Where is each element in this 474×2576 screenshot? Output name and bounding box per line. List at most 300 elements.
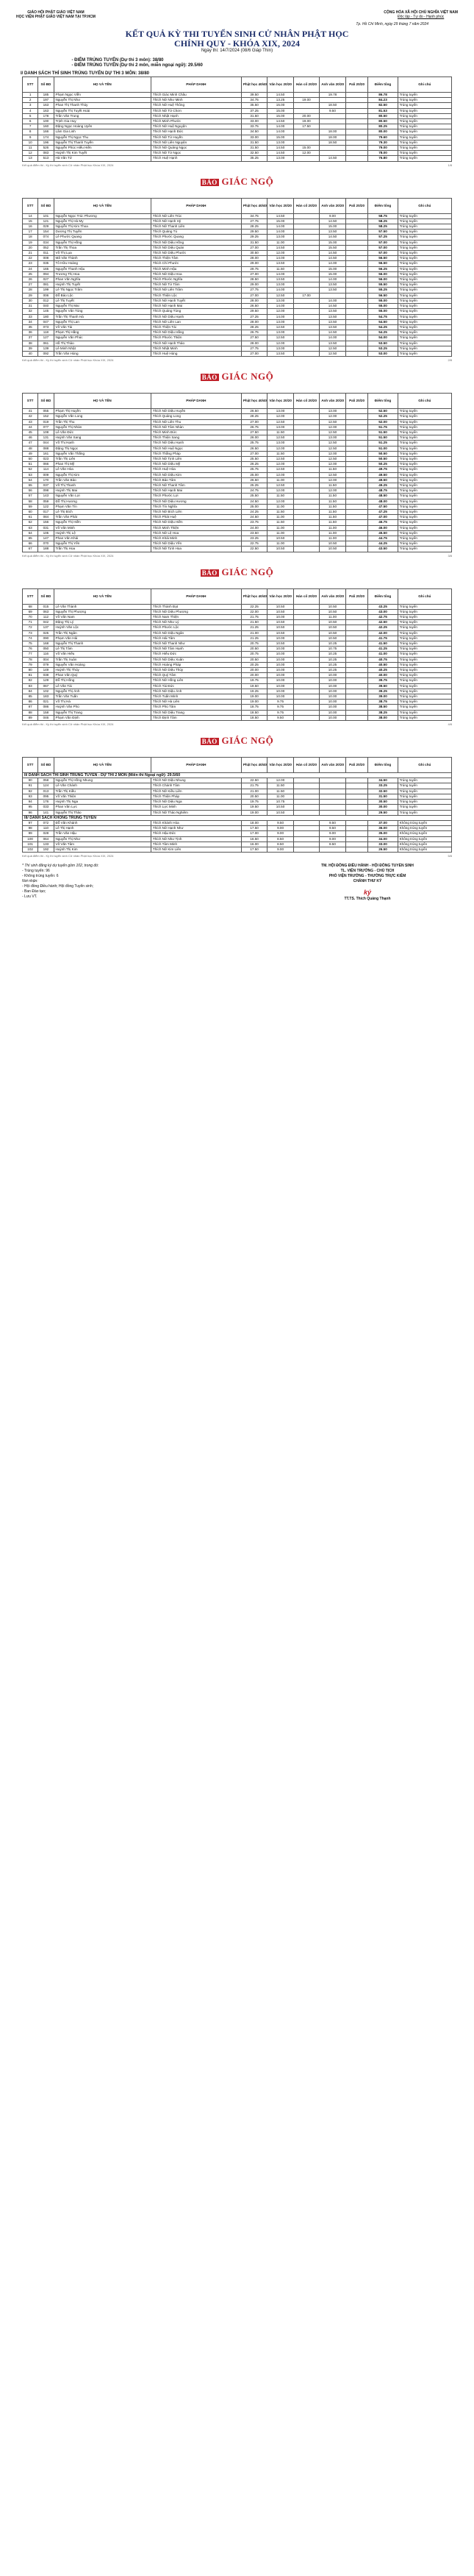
table-cell: Thích Nữ Như Minh bbox=[151, 98, 241, 103]
table-cell: Trúng tuyển bbox=[398, 515, 451, 520]
table-cell: 49 bbox=[23, 451, 38, 456]
table-cell: 3 bbox=[23, 103, 38, 108]
brand-name: GIÁC NGỘ bbox=[221, 735, 274, 747]
table-cell: Nguyễn Thị Hiền bbox=[54, 520, 151, 525]
table-cell: Trúng tuyển bbox=[398, 678, 451, 683]
table-cell: 53.50 bbox=[368, 341, 398, 346]
table-cell: 55.50 bbox=[368, 282, 398, 288]
table-cell: 13.00 bbox=[267, 235, 293, 240]
table-cell: 526 bbox=[38, 146, 54, 151]
table-cell: 122 bbox=[38, 504, 54, 509]
table-cell: Thích Nữ Diệu Nga bbox=[151, 800, 241, 805]
table-cell: 55 bbox=[23, 483, 38, 488]
table-cell: 12.00 bbox=[320, 424, 345, 430]
footnote-text: Kết quả điểm thi - Kỳ thi tuyển sinh Cử nhân Phật học Khóa XIX, 2024 bbox=[22, 358, 114, 363]
table-cell bbox=[293, 810, 319, 815]
column-header: Ghi chú bbox=[398, 588, 451, 604]
table-cell: 196 bbox=[38, 140, 54, 145]
table-cell: 044 bbox=[38, 441, 54, 446]
table-cell bbox=[345, 615, 368, 620]
table-cell: 20.75 bbox=[241, 641, 267, 647]
table-cell: Trúng tuyển bbox=[398, 536, 451, 541]
table-cell bbox=[345, 230, 368, 235]
table-cell: Thích Nữ Diệu Hiền bbox=[151, 520, 241, 525]
table-cell: 56.50 bbox=[368, 261, 398, 266]
table-row bbox=[23, 129, 452, 135]
table-cell bbox=[293, 636, 319, 641]
table-cell bbox=[345, 435, 368, 441]
table-cell bbox=[345, 309, 368, 314]
page-footnote bbox=[22, 722, 452, 726]
table-cell: 14 bbox=[23, 213, 38, 218]
table-cell bbox=[320, 151, 345, 156]
table-cell bbox=[320, 293, 345, 298]
table-cell: 29.50 bbox=[241, 309, 267, 314]
table-cell: 32.50 bbox=[241, 151, 267, 156]
table-cell: 81 bbox=[23, 673, 38, 678]
table-cell: Trần Văn Bảo bbox=[54, 477, 151, 483]
table-cell: 077 bbox=[38, 424, 54, 430]
table-cell: Trúng tuyển bbox=[398, 810, 451, 815]
table-cell: Huỳnh Thị Nga bbox=[54, 800, 151, 805]
table-cell: 26.75 bbox=[241, 424, 267, 430]
table-cell: 23 bbox=[23, 261, 38, 266]
table-cell: 33.75 bbox=[241, 124, 267, 129]
table-cell: 154 bbox=[38, 230, 54, 235]
table-cell bbox=[293, 256, 319, 261]
table-cell: Thích Tuấn Minh bbox=[151, 694, 241, 700]
column-header: Pali 20/20 bbox=[345, 758, 368, 773]
table-cell: 51.50 bbox=[368, 430, 398, 435]
table-cell: 110 bbox=[38, 826, 54, 831]
table-cell: 192 bbox=[38, 847, 54, 852]
table-cell: 023 bbox=[38, 456, 54, 461]
table-cell: 15.00 bbox=[320, 240, 345, 245]
table-cell: 22.00 bbox=[241, 609, 267, 614]
table-cell: 6 bbox=[23, 119, 38, 124]
table-cell bbox=[345, 636, 368, 641]
table-cell bbox=[345, 641, 368, 647]
table-cell: 178 bbox=[38, 113, 54, 118]
table-cell: 47.50 bbox=[368, 504, 398, 509]
table-cell bbox=[345, 805, 368, 810]
table-cell: 176 bbox=[38, 800, 54, 805]
table-cell: Trúng tuyển bbox=[398, 245, 451, 250]
page-number: 1/8 bbox=[448, 163, 452, 167]
cutoff-3-subjects: - ĐIỂM TRÚNG TUYỂN (Dự thi 3 môn): 38/80 bbox=[71, 58, 164, 63]
table-cell: 40 bbox=[23, 351, 38, 356]
table-row bbox=[23, 240, 452, 245]
table-cell: Nguyễn Văn Tùng bbox=[54, 309, 151, 314]
table-cell: 21.00 bbox=[241, 789, 267, 794]
column-header: Anh văn 20/20 bbox=[320, 198, 345, 213]
table-cell: 31.50 bbox=[368, 794, 398, 799]
table-cell: Nguyễn Thị Kim Thoa bbox=[54, 224, 151, 230]
table-cell bbox=[345, 288, 368, 293]
table-cell: 22 bbox=[23, 256, 38, 261]
table-cell bbox=[345, 483, 368, 488]
table-header-row bbox=[23, 77, 452, 93]
table-cell: 27.00 bbox=[241, 293, 267, 298]
table-cell: 16.00 bbox=[241, 842, 267, 847]
header-left bbox=[16, 10, 96, 19]
table-cell: Trúng tuyển bbox=[398, 251, 451, 256]
table-cell: 51.50 bbox=[368, 435, 398, 441]
table-cell: Trúng tuyển bbox=[398, 783, 451, 789]
table-cell bbox=[293, 715, 319, 720]
table-cell: 89 bbox=[23, 715, 38, 720]
table-cell: 55.00 bbox=[368, 304, 398, 309]
table-cell: 006 bbox=[38, 293, 54, 298]
table-cell: 22.50 bbox=[241, 778, 267, 783]
table-cell: 29.50 bbox=[241, 230, 267, 235]
table-cell bbox=[293, 820, 319, 825]
column-header: PHÁP DANH bbox=[151, 758, 241, 773]
result-table bbox=[22, 757, 452, 853]
table-cell bbox=[293, 330, 319, 335]
table-cell: 40.25 bbox=[368, 668, 398, 673]
table-cell bbox=[320, 783, 345, 789]
table-cell bbox=[345, 271, 368, 277]
table-cell: Thích Nữ Diệu Hạnh bbox=[151, 441, 241, 446]
table-cell: 25.50 bbox=[241, 456, 267, 461]
table-row bbox=[23, 351, 452, 356]
table-cell bbox=[320, 778, 345, 783]
table-cell: 57.25 bbox=[368, 235, 398, 240]
table-cell bbox=[345, 836, 368, 842]
table-cell bbox=[345, 847, 368, 852]
table-cell: Thích Nữ Diệu Kim bbox=[151, 472, 241, 477]
table-cell: Trúng tuyển bbox=[398, 218, 451, 224]
table-cell: Thích Quảng Tùng bbox=[151, 309, 241, 314]
table-cell bbox=[293, 140, 319, 145]
table-cell: Thích Nữ Liên Nguyện bbox=[151, 140, 241, 145]
table-cell: Thích Nữ Diệu Ánh bbox=[151, 689, 241, 694]
table-cell: 50.50 bbox=[368, 451, 398, 456]
column-header: STT bbox=[23, 198, 38, 213]
table-cell: Thích Nữ Hạnh Như bbox=[151, 826, 241, 831]
table-cell bbox=[345, 604, 368, 609]
result-page bbox=[16, 198, 458, 383]
table-cell: Trúng tuyển bbox=[398, 409, 451, 414]
table-cell: 34.75 bbox=[241, 213, 267, 218]
table-cell: 12.50 bbox=[320, 441, 345, 446]
table-row bbox=[23, 499, 452, 504]
table-cell: 33.25 bbox=[368, 783, 398, 789]
table-row bbox=[23, 657, 452, 662]
table-cell: 5 bbox=[23, 113, 38, 118]
table-cell: 32 bbox=[23, 309, 38, 314]
table-cell: 26.50 bbox=[368, 847, 398, 852]
table-cell: Trúng tuyển bbox=[398, 525, 451, 530]
table-cell: Trúng tuyển bbox=[398, 800, 451, 805]
table-cell: Thích Nữ Từ Tâm bbox=[151, 282, 241, 288]
table-cell: 41.75 bbox=[368, 636, 398, 641]
table-header-row bbox=[23, 758, 452, 773]
table-cell: 17.50 bbox=[293, 124, 319, 129]
table-cell bbox=[293, 451, 319, 456]
table-cell: Nguyễn Văn Phúc bbox=[54, 335, 151, 341]
table-cell: 28.50 bbox=[241, 277, 267, 282]
table-cell: 28.00 bbox=[241, 341, 267, 346]
column-header: HỌ VÀ TÊN bbox=[54, 198, 151, 213]
table-cell: 114 bbox=[38, 467, 54, 472]
table-cell: 13.00 bbox=[267, 409, 293, 414]
table-cell: 44 bbox=[23, 424, 38, 430]
table-cell bbox=[293, 836, 319, 842]
table-cell: Trúng tuyển bbox=[398, 615, 451, 620]
table-cell: 14.00 bbox=[267, 224, 293, 230]
table-cell: Thích Thiện Tâm bbox=[151, 256, 241, 261]
table-cell: 10.50 bbox=[267, 630, 293, 636]
column-header: Hán cổ 20/20 bbox=[293, 198, 319, 213]
table-cell: Thích Nữ Tịnh Liên bbox=[151, 456, 241, 461]
table-cell: 19.75 bbox=[241, 678, 267, 683]
table-cell bbox=[293, 129, 319, 135]
table-cell: Thích Nữ Hạnh Mai bbox=[151, 488, 241, 494]
table-cell: 074 bbox=[38, 235, 54, 240]
table-cell: 79.30 bbox=[368, 140, 398, 145]
table-cell: 20.50 bbox=[241, 647, 267, 652]
table-row bbox=[23, 668, 452, 673]
table-cell: Thích Nữ Diệu Nhung bbox=[151, 778, 241, 783]
column-header: Phật học 40/40 bbox=[241, 77, 267, 93]
state-name: CỘNG HÒA XÃ HỘI CHỦ NGHĨA VIỆT NAM bbox=[384, 10, 458, 15]
table-cell: 26 bbox=[23, 277, 38, 282]
table-cell bbox=[293, 625, 319, 630]
table-cell bbox=[293, 694, 319, 700]
table-row bbox=[23, 146, 452, 151]
table-cell: Thích Nữ Huệ Thông bbox=[151, 103, 241, 108]
table-cell: 31.50 bbox=[241, 146, 267, 151]
table-cell bbox=[345, 515, 368, 520]
table-cell: 58 bbox=[23, 499, 38, 504]
table-cell: 081 bbox=[38, 282, 54, 288]
column-header: Điểm tổng bbox=[368, 588, 398, 604]
table-cell: 92 bbox=[23, 789, 38, 794]
column-header: HỌ VÀ TÊN bbox=[54, 588, 151, 604]
table-cell bbox=[345, 778, 368, 783]
result-pages bbox=[16, 77, 458, 858]
table-cell bbox=[293, 419, 319, 424]
table-cell: 14.50 bbox=[320, 251, 345, 256]
table-cell: 11.50 bbox=[320, 467, 345, 472]
table-cell: 41.00 bbox=[368, 652, 398, 657]
table-cell: Thích Nữ Tịnh Hoa bbox=[151, 547, 241, 552]
table-cell: 80.50 bbox=[368, 119, 398, 124]
table-cell: 12.50 bbox=[320, 456, 345, 461]
table-row bbox=[23, 441, 452, 446]
table-cell: Thích Nữ Thanh Như bbox=[151, 641, 241, 647]
column-header: Phật học 40/40 bbox=[241, 198, 267, 213]
table-cell: 11.00 bbox=[320, 530, 345, 536]
table-cell: 4 bbox=[23, 108, 38, 113]
table-cell bbox=[293, 346, 319, 351]
table-cell: Phan Thị Mỹ bbox=[54, 462, 151, 467]
table-cell: 090 bbox=[38, 636, 54, 641]
table-row bbox=[23, 789, 452, 794]
table-cell: 015 bbox=[38, 604, 54, 609]
table-cell bbox=[345, 831, 368, 836]
table-cell: 10.50 bbox=[267, 810, 293, 815]
table-cell: Thích Nhật Hạnh bbox=[151, 113, 241, 118]
table-cell: 57 bbox=[23, 494, 38, 499]
table-cell: 10.00 bbox=[267, 683, 293, 689]
table-cell: 100 bbox=[23, 836, 38, 842]
table-cell bbox=[345, 705, 368, 710]
table-cell: 39.25 bbox=[368, 689, 398, 694]
table-cell: Lê Văn Thành bbox=[54, 604, 151, 609]
table-cell: Trúng tuyển bbox=[398, 129, 451, 135]
exam-date: Ngày thi: 14/7/2024 (08/6 Giáp Thìn) bbox=[201, 49, 273, 53]
table-cell: 14.00 bbox=[267, 314, 293, 319]
table-row bbox=[23, 700, 452, 705]
table-cell: 65 bbox=[23, 536, 38, 541]
table-cell: Võ Thị Hạnh bbox=[54, 441, 151, 446]
table-cell: 10.50 bbox=[320, 604, 345, 609]
table-cell: 54.00 bbox=[368, 335, 398, 341]
column-header: Hán cổ 20/20 bbox=[293, 77, 319, 93]
table-cell: Thích Minh Hậu bbox=[151, 266, 241, 271]
table-row bbox=[23, 604, 452, 609]
table-cell: Trúng tuyển bbox=[398, 530, 451, 536]
table-cell: 37.25 bbox=[241, 108, 267, 113]
table-cell: 16 bbox=[23, 224, 38, 230]
table-header-row bbox=[23, 198, 452, 213]
column-header: STT bbox=[23, 77, 38, 93]
table-cell: 12 bbox=[23, 151, 38, 156]
table-cell: 27.00 bbox=[241, 451, 267, 456]
table-cell: 10.00 bbox=[320, 700, 345, 705]
table-cell: 12.50 bbox=[320, 472, 345, 477]
table-cell bbox=[345, 124, 368, 129]
table-cell: 13.00 bbox=[267, 319, 293, 324]
table-row bbox=[23, 783, 452, 789]
table-cell: 112 bbox=[38, 615, 54, 620]
table-cell: Tô Hữu Hoàng bbox=[54, 261, 151, 266]
table-cell: 27.00 bbox=[241, 351, 267, 356]
table-cell bbox=[293, 472, 319, 477]
notes-item: - Không trúng tuyển: 6 bbox=[22, 874, 59, 879]
table-cell: Thích Quảng Tú bbox=[151, 230, 241, 235]
cutoff-scores bbox=[72, 58, 403, 68]
table-cell: Đỗ Văn Khánh bbox=[54, 820, 151, 825]
table-cell: 019 bbox=[38, 419, 54, 424]
table-cell: 052 bbox=[38, 245, 54, 250]
table-cell: 14.00 bbox=[267, 271, 293, 277]
table-cell: Trúng tuyển bbox=[398, 657, 451, 662]
table-cell bbox=[345, 441, 368, 446]
table-cell: 97 bbox=[23, 820, 38, 825]
recipient-item: - Ban Đào tạo; bbox=[22, 889, 46, 894]
table-cell: Thích Nữ Huệ Ngọc bbox=[151, 446, 241, 451]
table-row bbox=[23, 314, 452, 319]
table-cell: 21.00 bbox=[241, 630, 267, 636]
table-cell: Trúng tuyển bbox=[398, 335, 451, 341]
table-cell: 53.25 bbox=[368, 346, 398, 351]
table-cell bbox=[293, 430, 319, 435]
table-cell: Trúng tuyển bbox=[398, 683, 451, 689]
table-cell: 19.50 bbox=[241, 805, 267, 810]
table-cell: 80.50 bbox=[368, 113, 398, 118]
table-cell: 27.75 bbox=[241, 346, 267, 351]
table-cell: 20.50 bbox=[241, 794, 267, 799]
column-header: Phật học 40/40 bbox=[241, 394, 267, 409]
table-cell bbox=[293, 509, 319, 514]
table-cell: 12.00 bbox=[320, 414, 345, 419]
column-header: HỌ VÀ TÊN bbox=[54, 394, 151, 409]
table-cell: Thích Phước Lộc bbox=[151, 625, 241, 630]
table-row bbox=[23, 456, 452, 461]
table-cell: 166 bbox=[38, 129, 54, 135]
table-cell bbox=[293, 456, 319, 461]
table-row bbox=[23, 820, 452, 825]
table-cell: 12.00 bbox=[267, 472, 293, 477]
table-cell: 27.00 bbox=[241, 245, 267, 250]
table-cell: 13.50 bbox=[320, 230, 345, 235]
table-cell: 22.50 bbox=[241, 547, 267, 552]
table-cell: 19.00 bbox=[293, 119, 319, 124]
table-cell bbox=[293, 93, 319, 98]
column-header: STT bbox=[23, 758, 38, 773]
table-cell: 13.50 bbox=[320, 309, 345, 314]
table-cell: 57.50 bbox=[368, 230, 398, 235]
table-cell: 10.00 bbox=[320, 689, 345, 694]
table-cell: 12.50 bbox=[320, 430, 345, 435]
table-cell: Võ Văn Nam bbox=[54, 615, 151, 620]
table-cell: Thích Nữ Hồng Liên bbox=[151, 678, 241, 683]
table-cell: Thích Nữ Diệu Thúy bbox=[151, 668, 241, 673]
table-cell: 11.50 bbox=[320, 515, 345, 520]
table-cell: 14.00 bbox=[267, 304, 293, 309]
table-cell: 11.50 bbox=[267, 509, 293, 514]
table-cell: 10.00 bbox=[320, 673, 345, 678]
table-cell: Trúng tuyển bbox=[398, 419, 451, 424]
table-cell bbox=[293, 783, 319, 789]
table-cell: Thích Khánh Hòa bbox=[151, 820, 241, 825]
table-cell: 10.00 bbox=[267, 678, 293, 683]
table-cell: 44.25 bbox=[368, 541, 398, 547]
table-cell: 28.25 bbox=[241, 414, 267, 419]
table-row bbox=[23, 451, 452, 456]
table-cell: 9.50 bbox=[267, 820, 293, 825]
table-cell: Thích Nữ Diệu Hoa bbox=[151, 271, 241, 277]
table-row bbox=[23, 251, 452, 256]
table-cell: Thích Nữ Huệ Nguyện bbox=[151, 124, 241, 129]
table-cell bbox=[293, 620, 319, 625]
table-cell: Thích Nữ Diệu Phước bbox=[151, 251, 241, 256]
table-row bbox=[23, 462, 452, 467]
table-cell: 031 bbox=[38, 525, 54, 530]
table-cell: Phạm Văn Hải bbox=[54, 636, 151, 641]
table-cell: 27.00 bbox=[241, 419, 267, 424]
table-cell: 116 bbox=[38, 652, 54, 657]
result-table bbox=[22, 393, 452, 552]
table-cell bbox=[345, 330, 368, 335]
table-cell: Thích Bảo Tâm bbox=[151, 477, 241, 483]
page-number: 3/8 bbox=[448, 553, 452, 558]
table-cell: 10.50 bbox=[320, 636, 345, 641]
table-row bbox=[23, 547, 452, 552]
table-cell: Trúng tuyển bbox=[398, 98, 451, 103]
table-cell: Không trúng tuyển bbox=[398, 831, 451, 836]
table-cell: 54.25 bbox=[368, 324, 398, 330]
table-cell: 11.50 bbox=[267, 494, 293, 499]
column-header: Điểm tổng bbox=[368, 758, 398, 773]
table-cell: Võ Văn Minh bbox=[54, 525, 151, 530]
table-cell: 101 bbox=[38, 213, 54, 218]
table-cell: 10.75 bbox=[267, 800, 293, 805]
